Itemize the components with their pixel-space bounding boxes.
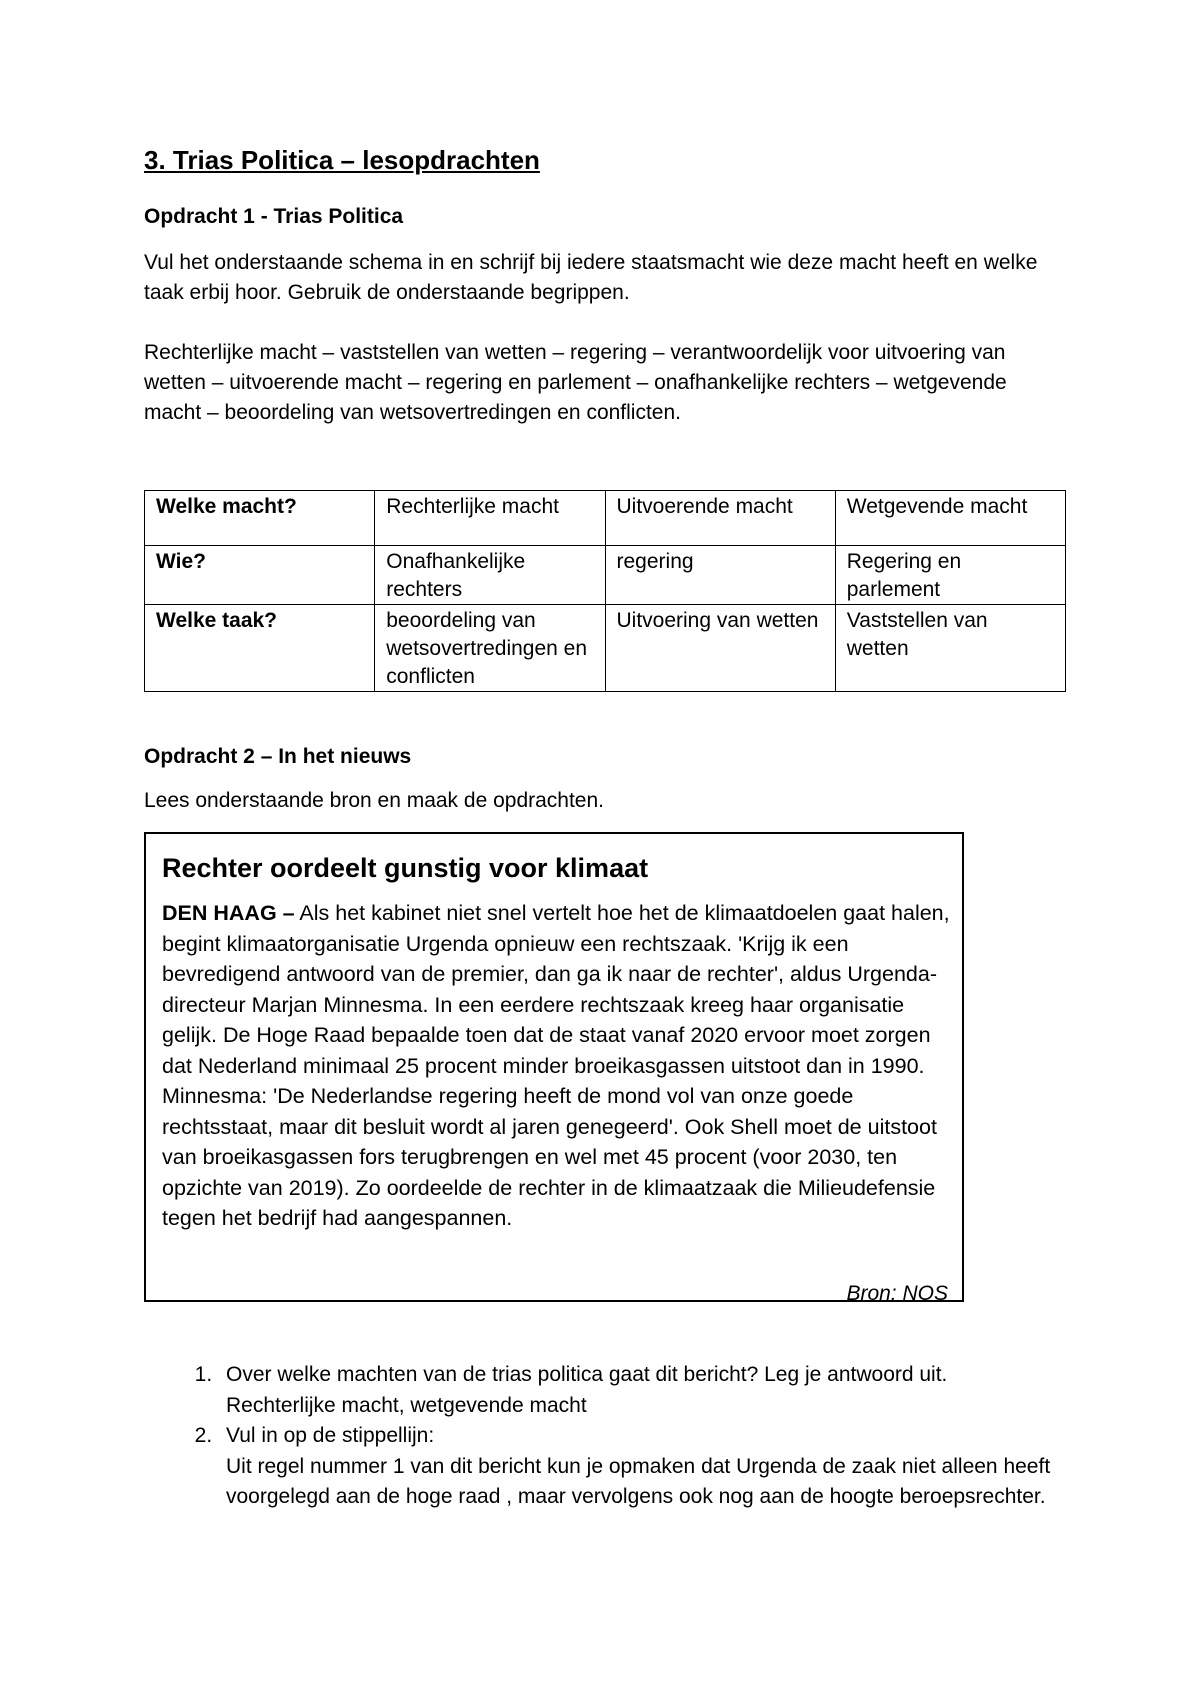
page-title: 3. Trias Politica – lesopdrachten <box>144 145 540 175</box>
document-page <box>144 140 1064 1513</box>
question-text: 1. Over welke machten van de trias politica gaat dit bericht? Leg je antwoord uit. <box>226 1363 948 1386</box>
table-cell: Wetgevende macht <box>835 491 1065 546</box>
table-cell: Vaststellen van wetten <box>835 605 1065 692</box>
list-item <box>218 1421 1064 1513</box>
opdracht1-terms: Rechterlijke macht – vaststellen van wetten – regering – verantwoordelijk voor uitvoering van wetten – uitvoerende macht – regering en parlement – onafhankelijke rechters – wetgevende macht – beoordeling van wetsovertredingen en conflicten. <box>144 341 1007 424</box>
table-cell: Welke macht? <box>145 491 375 546</box>
opdracht1-instruction: Vul het onderstaande schema in en schrijf bij iedere staatsmacht wie deze macht heeft en welke taak erbij hoor. Gebruik de onderstaande begrippen. <box>144 251 1038 304</box>
table-row <box>145 546 1066 605</box>
table-row <box>145 605 1066 692</box>
opdracht2-instruction: Lees onderstaande bron en maak de opdrachten. <box>144 789 605 812</box>
table-row <box>145 491 1066 546</box>
article-headline: Rechter oordeelt gunstig voor klimaat <box>162 853 649 883</box>
answer-text: Rechterlijke macht, wetgevende macht <box>226 1393 587 1417</box>
article-dateline: DEN HAAG – <box>162 901 295 925</box>
question-list <box>144 1360 1064 1513</box>
table-cell: Wie? <box>145 546 375 605</box>
table-cell: Onafhankelijke rechters <box>375 546 605 605</box>
table-cell: Uitvoering van wetten <box>605 605 835 692</box>
table-cell: Rechterlijke macht <box>375 491 605 546</box>
list-item <box>218 1360 1064 1421</box>
table-cell: Welke taak? <box>145 605 375 692</box>
opdracht2-heading: Opdracht 2 – In het nieuws <box>144 745 412 768</box>
opdracht1-heading: Opdracht 1 - Trias Politica <box>144 205 404 228</box>
trias-schema-table <box>144 490 1066 692</box>
article-body: Als het kabinet niet snel vertelt hoe het de klimaatdoelen gaat halen, begint klimaatorganisatie Urgenda opnieuw een rechtszaak. 'Krijg ik een bevredigend antwoord van de premier, dan ga ik naar de rechter', aldus Urgenda-directeur Marjan Minnesma. In een eerdere rechtszaak kreeg haar organisatie gelijk. De Hoge Raad bepaalde toen dat de staat vanaf 2020 ervoor moet zorgen dat Nederland minimaal 25 procent minder broeikasgassen uitstoot dan in 1990. Minnesma: 'De Nederlandse regering heeft de mond vol van onze goede rechtsstaat, maar dit besluit wordt al jaren genegeerd'. Ook Shell moet de uitstoot van broeikasgassen fors terugbrengen en wel met 45 procent (voor 2030, ten opzichte van 2019). Zo oordeelde de rechter in de klimaatzaak die Milieudefensie tegen het bedrijf had aangespannen. <box>162 901 950 1230</box>
article-source: Bron: NOS <box>846 1282 948 1302</box>
table-cell: beoordeling van wetsovertredingen en conflicten <box>375 605 605 692</box>
question-text: 2. Vul in op de stippellijn: <box>226 1424 435 1447</box>
answer-text: Uit regel nummer 1 van dit bericht kun je opmaken dat Urgenda de zaak niet alleen heeft voorgelegd aan de hoge raad , maar vervolgens ook nog aan de hoogte beroepsrechter. <box>226 1454 1051 1508</box>
news-article-box <box>144 832 964 1302</box>
table-cell: regering <box>605 546 835 605</box>
table-cell: Regering en parlement <box>835 546 1065 605</box>
table-cell: Uitvoerende macht <box>605 491 835 546</box>
article-body-paragraph <box>162 898 962 1234</box>
